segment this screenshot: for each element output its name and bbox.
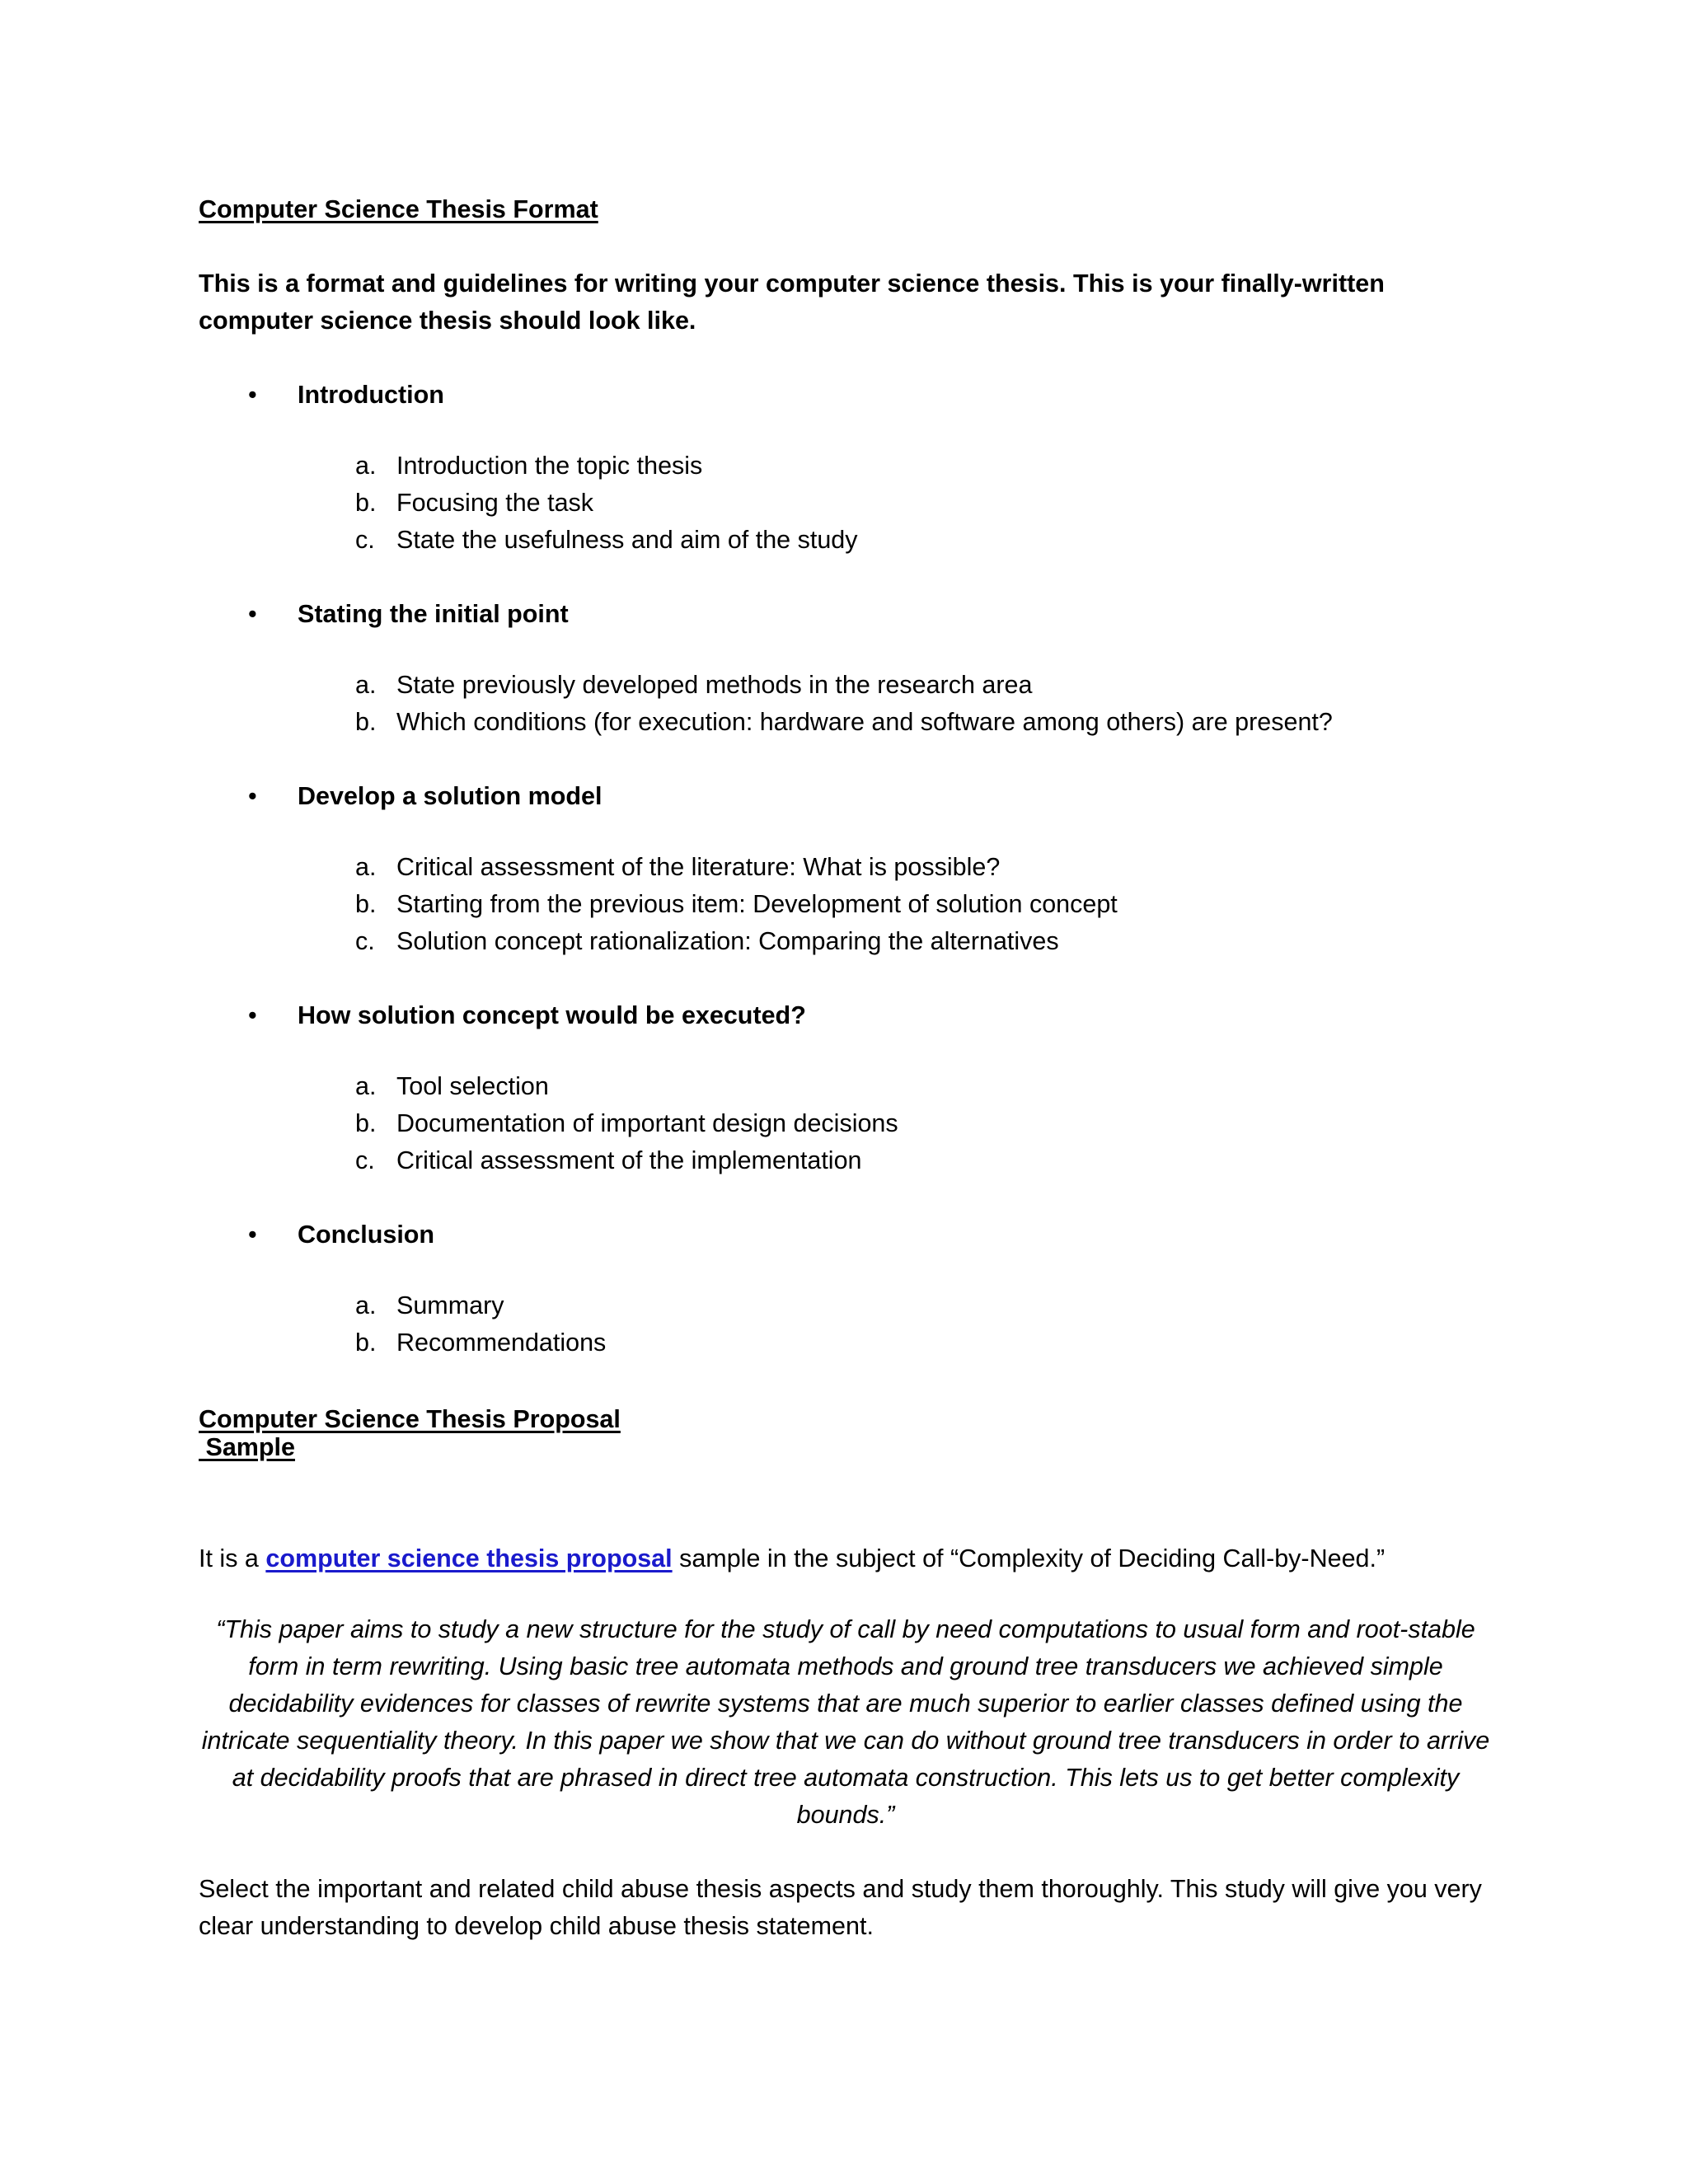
list-item-text: Critical assessment of the literature: What is possible?: [396, 853, 1001, 881]
list-item: [199, 448, 1493, 485]
intro-paragraph: This is a format and guidelines for writing your computer science thesis. This is your finally-written computer science thesis should look like.: [199, 269, 1385, 335]
sample-suffix-text: sample in the subject of “Complexity of Deciding Call-by-Need.”: [672, 1544, 1386, 1572]
section-heading: Develop a solution model: [298, 782, 603, 810]
list-marker: b.: [355, 1329, 377, 1357]
list-item-text: Which conditions (for execution: hardware and software among others) are present?: [396, 708, 1333, 736]
list-item-text: Tool selection: [396, 1072, 549, 1100]
outline-section: [199, 778, 1493, 960]
list-item: [199, 1287, 1493, 1324]
list-marker: b.: [355, 890, 377, 918]
list-item: [199, 923, 1493, 960]
list-marker: a.: [355, 671, 377, 699]
document-title: Computer Science Thesis Format: [199, 195, 598, 223]
list-marker: a.: [355, 853, 377, 881]
abstract-quote: “This paper aims to study a new structure for the study of call by need computations to usual form and root-stable form in term rewriting. Using basic tree automata methods and ground tree transducers we achieved simple decidability evidences for classes of rewrite systems that are much superior to earlier classes defined using the intricate sequentiality theory. In this paper we show that we can do without ground tree transducers in order to arrive at decidability proofs that are phrased in direct tree automata construction. This lets us to get better complexity bounds.”: [201, 1615, 1490, 1829]
list-item-text: Introduction the topic thesis: [396, 452, 703, 480]
sample-paragraph: [199, 1540, 1493, 1577]
list-marker: c.: [355, 1146, 375, 1174]
list-item: [199, 886, 1493, 923]
sub-item-list: [199, 849, 1493, 960]
outline-section: [199, 596, 1493, 741]
sub-item-list: [199, 1068, 1493, 1179]
thesis-proposal-link[interactable]: computer science thesis proposal: [265, 1544, 673, 1572]
outline-section: [199, 997, 1493, 1179]
list-item: [199, 849, 1493, 886]
bullet-icon: •: [248, 782, 257, 810]
list-item: [199, 485, 1493, 522]
list-item: [199, 522, 1493, 559]
proposal-heading-line: Sample: [199, 1433, 295, 1461]
list-item-text: Critical assessment of the implementation: [396, 1146, 862, 1174]
document-body: [199, 191, 1493, 1945]
section-heading: Conclusion: [298, 1221, 435, 1249]
sub-item-list: [199, 1287, 1493, 1361]
list-item-text: Documentation of important design decisions: [396, 1109, 898, 1137]
list-item-text: State the usefulness and aim of the study: [396, 526, 858, 554]
list-item-text: State previously developed methods in the research area: [396, 671, 1033, 699]
bullet-icon: •: [248, 600, 257, 628]
section-heading: Stating the initial point: [298, 600, 569, 628]
sample-prefix-text: It is a: [199, 1544, 266, 1572]
list-marker: c.: [355, 526, 375, 554]
list-item-text: Solution concept rationalization: Comparing the alternatives: [396, 927, 1059, 955]
list-marker: a.: [355, 452, 377, 480]
list-item: [199, 1324, 1493, 1361]
bullet-icon: •: [248, 381, 257, 409]
list-marker: b.: [355, 708, 377, 736]
list-marker: a.: [355, 1291, 377, 1319]
list-marker: b.: [355, 1109, 377, 1137]
section-heading: Introduction: [298, 381, 444, 409]
list-item: [199, 667, 1493, 704]
closing-paragraph: Select the important and related child abuse thesis aspects and study them thoroughly. This study will give you very clear understanding to develop child abuse thesis statement.: [199, 1875, 1482, 1940]
outline-section: [199, 1216, 1493, 1361]
list-marker: b.: [355, 489, 377, 517]
list-item: [199, 1105, 1493, 1142]
list-item: [199, 1142, 1493, 1179]
bullet-icon: •: [248, 1221, 257, 1249]
sub-item-list: [199, 667, 1493, 741]
list-item: [199, 1068, 1493, 1105]
list-item-text: Recommendations: [396, 1329, 607, 1357]
section-heading: How solution concept would be executed?: [298, 1001, 806, 1029]
sub-item-list: [199, 448, 1493, 559]
bullet-icon: •: [248, 1001, 257, 1029]
list-marker: a.: [355, 1072, 377, 1100]
list-item-text: Summary: [396, 1291, 504, 1319]
outline-list: [199, 377, 1493, 1361]
proposal-heading: [199, 1405, 1493, 1461]
list-item-text: Focusing the task: [396, 489, 594, 517]
proposal-heading-line: Computer Science Thesis Proposal: [199, 1405, 621, 1433]
list-marker: c.: [355, 927, 375, 955]
list-item-text: Starting from the previous item: Development of solution concept: [396, 890, 1118, 918]
list-item: [199, 704, 1493, 741]
outline-section: [199, 377, 1493, 559]
